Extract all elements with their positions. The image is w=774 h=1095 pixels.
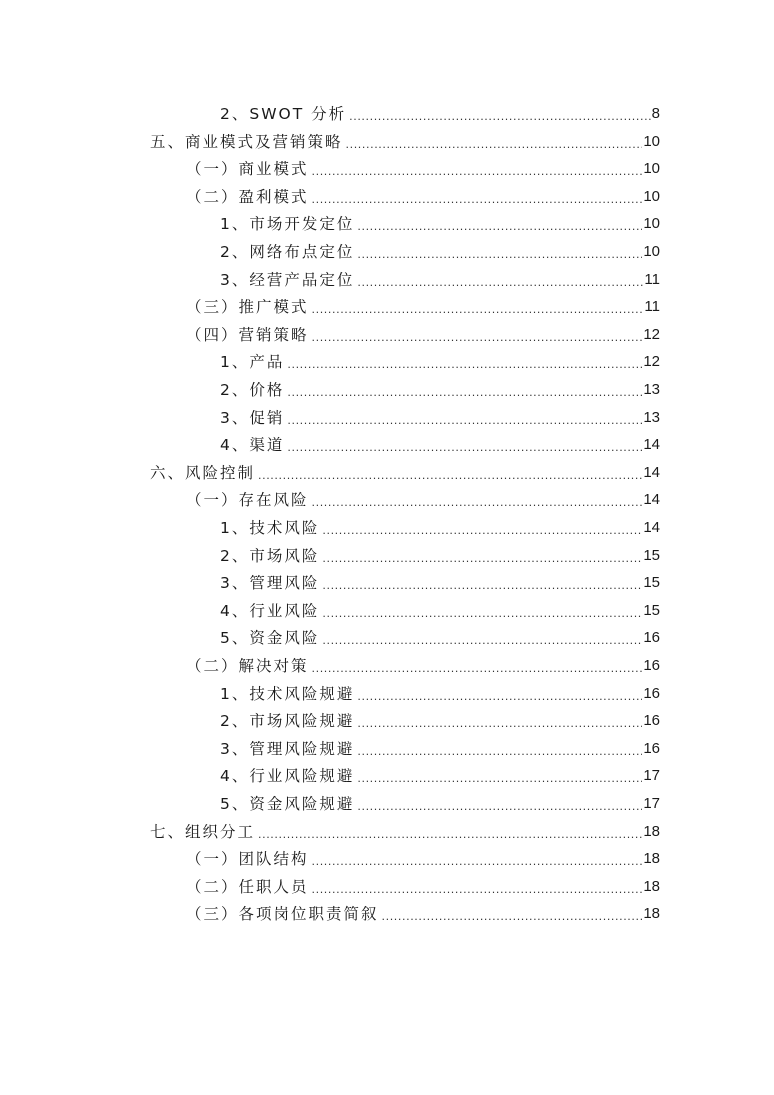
toc-entry-page-number: 12: [643, 325, 660, 343]
toc-leader-dots: [287, 386, 642, 400]
toc-entry-page-number: 10: [643, 243, 660, 260]
toc-entry-page-number: 16: [643, 712, 660, 730]
toc-entry-page-number: 14: [643, 519, 660, 536]
toc-leader-dots: [357, 772, 642, 786]
toc-entry-page-number: 15: [643, 601, 660, 619]
toc-entry[interactable]: [220, 516, 660, 538]
toc-entry[interactable]: [186, 157, 660, 179]
toc-leader-dots: [312, 165, 643, 179]
toc-entry[interactable]: [220, 544, 660, 566]
toc-entry-page-number: 12: [643, 353, 660, 371]
toc-entry[interactable]: [220, 626, 660, 648]
toc-entry-label: （二）解决对策: [186, 657, 309, 675]
toc-leader-dots: [357, 745, 642, 759]
toc-entry-label: 1、技术风险规避: [220, 684, 355, 703]
toc-entry[interactable]: [220, 406, 660, 428]
toc-entry[interactable]: [220, 102, 660, 124]
toc-leader-dots: [312, 303, 644, 317]
toc-entry-page-number: 10: [643, 215, 660, 233]
toc-leader-dots: [322, 579, 642, 593]
toc-leader-dots: [312, 855, 643, 869]
toc-entry-page-number: 17: [643, 795, 660, 812]
toc-entry-label: 1、产品: [220, 353, 285, 372]
toc-entry[interactable]: [150, 130, 660, 152]
toc-entry[interactable]: [150, 820, 660, 842]
toc-entry-label: 5、资金风险规避: [220, 795, 355, 813]
toc-entry-label: 3、促销: [220, 408, 285, 427]
toc-entry[interactable]: [220, 709, 660, 731]
toc-entry-page-number: 15: [643, 574, 660, 592]
toc-entry-label: （四）营销策略: [186, 325, 309, 344]
toc-leader-dots: [287, 358, 642, 372]
toc-entry-page-number: 14: [643, 463, 660, 481]
toc-entry-page-number: 18: [643, 822, 660, 840]
toc-entry-label: 2、价格: [220, 381, 285, 399]
toc-leader-dots: [357, 717, 642, 731]
toc-leader-dots: [322, 552, 642, 566]
toc-entry[interactable]: [220, 268, 660, 290]
toc-entry[interactable]: [186, 902, 660, 924]
toc-entry-page-number: 17: [643, 767, 660, 785]
toc-entry-label: （二）盈利模式: [186, 187, 309, 206]
toc-entry-label: （三）推广模式: [186, 298, 309, 317]
toc-entry[interactable]: [186, 323, 660, 345]
toc-leader-dots: [258, 828, 642, 842]
toc-entry[interactable]: [220, 571, 660, 593]
toc-entry-page-number: 16: [643, 739, 660, 757]
toc-entry-label: 2、SWOT 分析: [220, 105, 347, 123]
toc-entry[interactable]: [220, 240, 660, 262]
toc-leader-dots: [357, 690, 642, 704]
toc-leader-dots: [312, 331, 643, 345]
toc-entry-label: 3、管理风险规避: [220, 739, 355, 758]
toc-entry-page-number: 18: [643, 877, 660, 895]
toc-entry-page-number: 11: [644, 270, 660, 288]
toc-entry-label: 3、经营产品定位: [220, 270, 355, 289]
toc-entry-label: 4、渠道: [220, 436, 285, 455]
toc-entry[interactable]: [220, 378, 660, 400]
toc-entry[interactable]: [220, 792, 660, 814]
toc-entry-label: （三）各项岗位职责简叙: [186, 905, 379, 924]
toc-entry[interactable]: [150, 461, 660, 483]
toc-leader-dots: [346, 138, 643, 152]
toc-leader-dots: [312, 662, 643, 676]
toc-entry[interactable]: [186, 295, 660, 317]
toc-leader-dots: [312, 883, 643, 897]
toc-entry-page-number: 14: [643, 436, 660, 454]
toc-entry-label: 1、技术风险: [220, 519, 320, 537]
toc-entry-page-number: 16: [643, 684, 660, 702]
toc-entry[interactable]: [220, 350, 660, 372]
toc-entry[interactable]: [186, 875, 660, 897]
toc-entry[interactable]: [220, 433, 660, 455]
toc-entry-label: 2、市场风险: [220, 546, 320, 565]
toc-leader-dots: [357, 248, 642, 262]
toc-entry-label: 4、行业风险规避: [220, 767, 355, 786]
toc-entry[interactable]: [220, 599, 660, 621]
toc-entry-label: 五、商业模式及营销策略: [150, 132, 343, 151]
toc-entry-page-number: 13: [643, 408, 660, 426]
toc-leader-dots: [287, 441, 642, 455]
toc-leader-dots: [357, 800, 642, 814]
toc-entry-label: 2、网络布点定位: [220, 243, 355, 261]
toc-leader-dots: [258, 469, 642, 483]
toc-entry-label: 2、市场风险规避: [220, 712, 355, 731]
toc-entry-page-number: 18: [643, 850, 660, 868]
toc-entry-label: 3、管理风险: [220, 574, 320, 593]
toc-entry[interactable]: [220, 212, 660, 234]
toc-entry[interactable]: [186, 488, 660, 510]
toc-leader-dots: [357, 220, 642, 234]
toc-leader-dots: [312, 496, 643, 510]
toc-entry-page-number: 10: [643, 132, 660, 150]
toc-entry[interactable]: [220, 764, 660, 786]
toc-entry-page-number: 11: [644, 298, 660, 316]
toc-entry-label: （一）商业模式: [186, 160, 309, 179]
toc-entry[interactable]: [186, 847, 660, 869]
toc-leader-dots: [312, 193, 643, 207]
toc-entry-label: （一）存在风险: [186, 491, 309, 510]
toc-entry-page-number: 13: [643, 381, 660, 398]
toc-leader-dots: [322, 607, 642, 621]
toc-leader-dots: [349, 110, 651, 124]
toc-entry-label: 六、风险控制: [150, 463, 256, 482]
toc-entry-label: 1、市场开发定位: [220, 215, 355, 234]
toc-leader-dots: [357, 276, 643, 290]
toc-entry[interactable]: [186, 654, 660, 676]
toc-leader-dots: [322, 634, 642, 648]
toc-entry-label: 5、资金风险: [220, 629, 320, 648]
toc-entry[interactable]: [220, 682, 660, 704]
toc-leader-dots: [322, 524, 642, 538]
toc-entry-page-number: 10: [643, 160, 660, 178]
toc-entry-page-number: 8: [651, 105, 660, 122]
toc-entry[interactable]: [186, 185, 660, 207]
toc-entry-page-number: 16: [643, 657, 660, 674]
toc-entry-label: （一）团队结构: [186, 850, 309, 869]
toc-entry-page-number: 16: [643, 629, 660, 647]
toc-entry-label: 4、行业风险: [220, 601, 320, 620]
toc-entry[interactable]: [220, 737, 660, 759]
toc-entry-page-number: 15: [643, 546, 660, 564]
toc-leader-dots: [382, 910, 643, 924]
toc-entry-label: 七、组织分工: [150, 822, 256, 841]
toc-entry-page-number: 10: [643, 187, 660, 205]
toc-leader-dots: [287, 414, 642, 428]
toc-entry-label: （二）任职人员: [186, 877, 309, 896]
toc-entry-page-number: 14: [643, 491, 660, 509]
toc-entry-page-number: 18: [643, 905, 660, 923]
